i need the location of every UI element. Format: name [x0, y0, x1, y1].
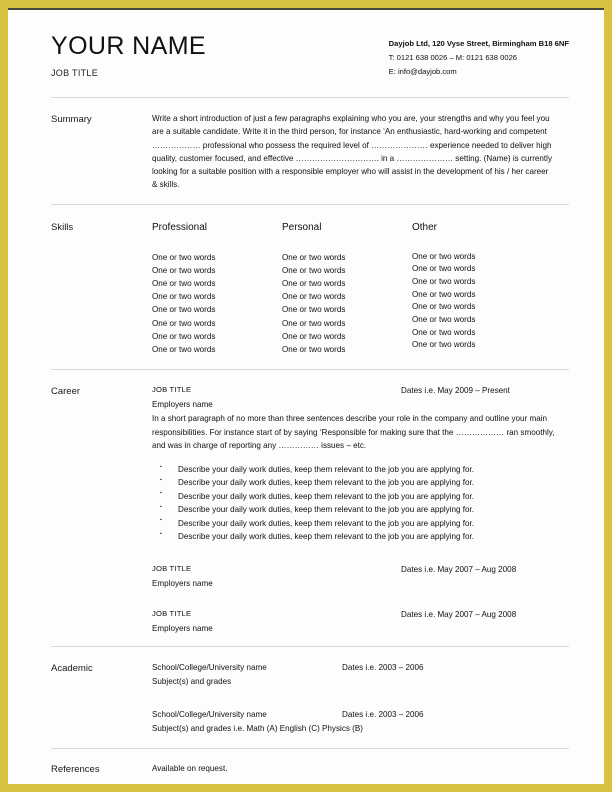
academic-body: [152, 661, 569, 735]
skill-item: One or two words: [152, 305, 216, 315]
skill-item: One or two words: [152, 292, 216, 302]
skill-item: One or two words: [282, 265, 346, 275]
skill-item: One or two words: [282, 344, 346, 354]
section-references: [51, 749, 569, 775]
academic-entry: [152, 708, 569, 735]
skills-heading: Personal: [282, 222, 322, 234]
academic-header-row: [152, 708, 569, 721]
career-job-entry: [152, 384, 569, 543]
job-dates: Dates i.e. May 2007 – Aug 2008: [401, 609, 517, 619]
section-summary: [51, 98, 569, 204]
job-title: JOB TITLE: [152, 608, 192, 618]
job-title: JOB TITLE: [152, 563, 192, 573]
duty-item: ▪ Describe your daily work duties, keep them relevant to the job you are applying for.: [152, 476, 569, 489]
skill-item: One or two words: [152, 252, 216, 262]
duty-item: ▪ Describe your daily work duties, keep them relevant to the job you are applying for.: [152, 503, 569, 516]
skill-item: One or two words: [152, 318, 216, 328]
skill-item: One or two words: [282, 292, 346, 302]
section-career: [51, 370, 569, 646]
skills-list: [412, 251, 569, 353]
contact-address: Dayjob Ltd, 120 Vyse Street, Birmingham B18 6NF: [388, 39, 569, 48]
section-academic: [51, 647, 569, 748]
job-dates: Dates i.e. May 2009 – Present: [401, 386, 510, 396]
skill-item: One or two words: [282, 318, 346, 328]
employer-name: Employers name: [152, 400, 213, 410]
school-name: School/College/University name: [152, 709, 267, 719]
skills-heading: Other: [412, 222, 438, 234]
section-label-summary: Summary: [51, 114, 92, 126]
skill-item: One or two words: [152, 344, 216, 354]
section-skills: [51, 205, 569, 369]
skill-item: One or two words: [412, 251, 476, 261]
skill-item: One or two words: [282, 331, 346, 341]
skills-heading: Professional: [152, 222, 208, 234]
career-job-entry: [152, 563, 569, 590]
summary-text: Write a short introduction of just a few paragraphs explaining who you are, your strengths and why you feel you are a suitable candidate. Write it in the third person, for instance ‘An enthusiastic, hard-working and competent ……………… professional who possess the required level of ………………… experience needed to deliver high quality, customer focused, and effective …………………………. in a ………………… setting. (Name) is currently looking for a suitable position with a responsible employer who will assist in the development of his / her career & skills.: [152, 114, 553, 190]
section-label-career: Career: [51, 386, 81, 398]
skills-column-other: [412, 220, 569, 356]
academic-entry: [152, 661, 569, 688]
contact-block: [389, 32, 569, 79]
skills-body: [152, 220, 569, 356]
skill-item: One or two words: [412, 276, 476, 286]
skill-item: One or two words: [412, 302, 476, 312]
skill-item: One or two words: [282, 305, 346, 315]
skill-item: One or two words: [412, 315, 476, 325]
career-job-entry: [152, 608, 569, 635]
career-body: [152, 384, 569, 635]
section-label-references: References: [51, 764, 100, 776]
school-name: School/College/University name: [152, 663, 267, 673]
skills-list: [282, 251, 412, 357]
job-header-row: [152, 384, 569, 397]
academic-header-row: [152, 661, 569, 674]
resume-sheet: [8, 10, 604, 784]
employer-name: Employers name: [152, 578, 213, 588]
duty-item: ▪ Describe your daily work duties, keep them relevant to the job you are applying for.: [152, 517, 569, 530]
header-job-title: JOB TITLE: [51, 68, 99, 78]
skill-item: One or two words: [282, 278, 346, 288]
skill-item: One or two words: [282, 252, 346, 262]
skills-column-professional: [152, 220, 282, 356]
job-description: In a short paragraph of no more than three sentences describe your role in the company and outline your main responsibilities. For instance start of by saying ‘Responsible for making sure that the ……………… ran smoothly, and was in charge of reporting any …………… issues – etc.: [152, 414, 555, 450]
section-label-academic: Academic: [51, 663, 93, 675]
skill-item: One or two words: [152, 331, 216, 341]
section-label-skills: Skills: [51, 222, 74, 234]
page-title: YOUR NAME: [51, 32, 207, 60]
job-header-row: [152, 563, 569, 576]
skill-item: One or two words: [412, 327, 476, 337]
job-title: JOB TITLE: [152, 385, 192, 395]
academic-subjects: Subject(s) and grades: [152, 677, 232, 687]
contact-email: E: info@dayjob.com: [388, 67, 457, 77]
contact-phones: T: 0121 638 0026 – M: 0121 638 0026: [388, 53, 518, 63]
academic-dates: Dates i.e. 2003 – 2006: [342, 663, 424, 673]
job-dates: Dates i.e. May 2007 – Aug 2008: [401, 564, 517, 574]
name-block: [51, 32, 206, 78]
skill-item: One or two words: [152, 278, 216, 288]
skills-columns: [152, 220, 569, 356]
duty-item: ▪ Describe your daily work duties, keep them relevant to the job you are applying for.: [152, 530, 569, 543]
resume-header: [51, 10, 569, 79]
job-header-row: [152, 608, 569, 621]
employer-name: Employers name: [152, 624, 213, 634]
job-duties-list: [152, 463, 569, 544]
duty-item: ▪ Describe your daily work duties, keep them relevant to the job you are applying for.: [152, 490, 569, 503]
academic-subjects: Subject(s) and grades i.e. Math (A) English (C) Physics (B): [152, 723, 363, 733]
skills-list: [152, 251, 282, 357]
skills-column-personal: [282, 220, 412, 356]
skill-item: One or two words: [152, 265, 216, 275]
duty-item: ▪ Describe your daily work duties, keep them relevant to the job you are applying for.: [152, 463, 569, 476]
references-text: Available on request.: [152, 764, 228, 774]
skill-item: One or two words: [412, 340, 476, 350]
academic-dates: Dates i.e. 2003 – 2006: [342, 709, 424, 719]
skill-item: One or two words: [412, 264, 476, 274]
skill-item: One or two words: [412, 289, 476, 299]
